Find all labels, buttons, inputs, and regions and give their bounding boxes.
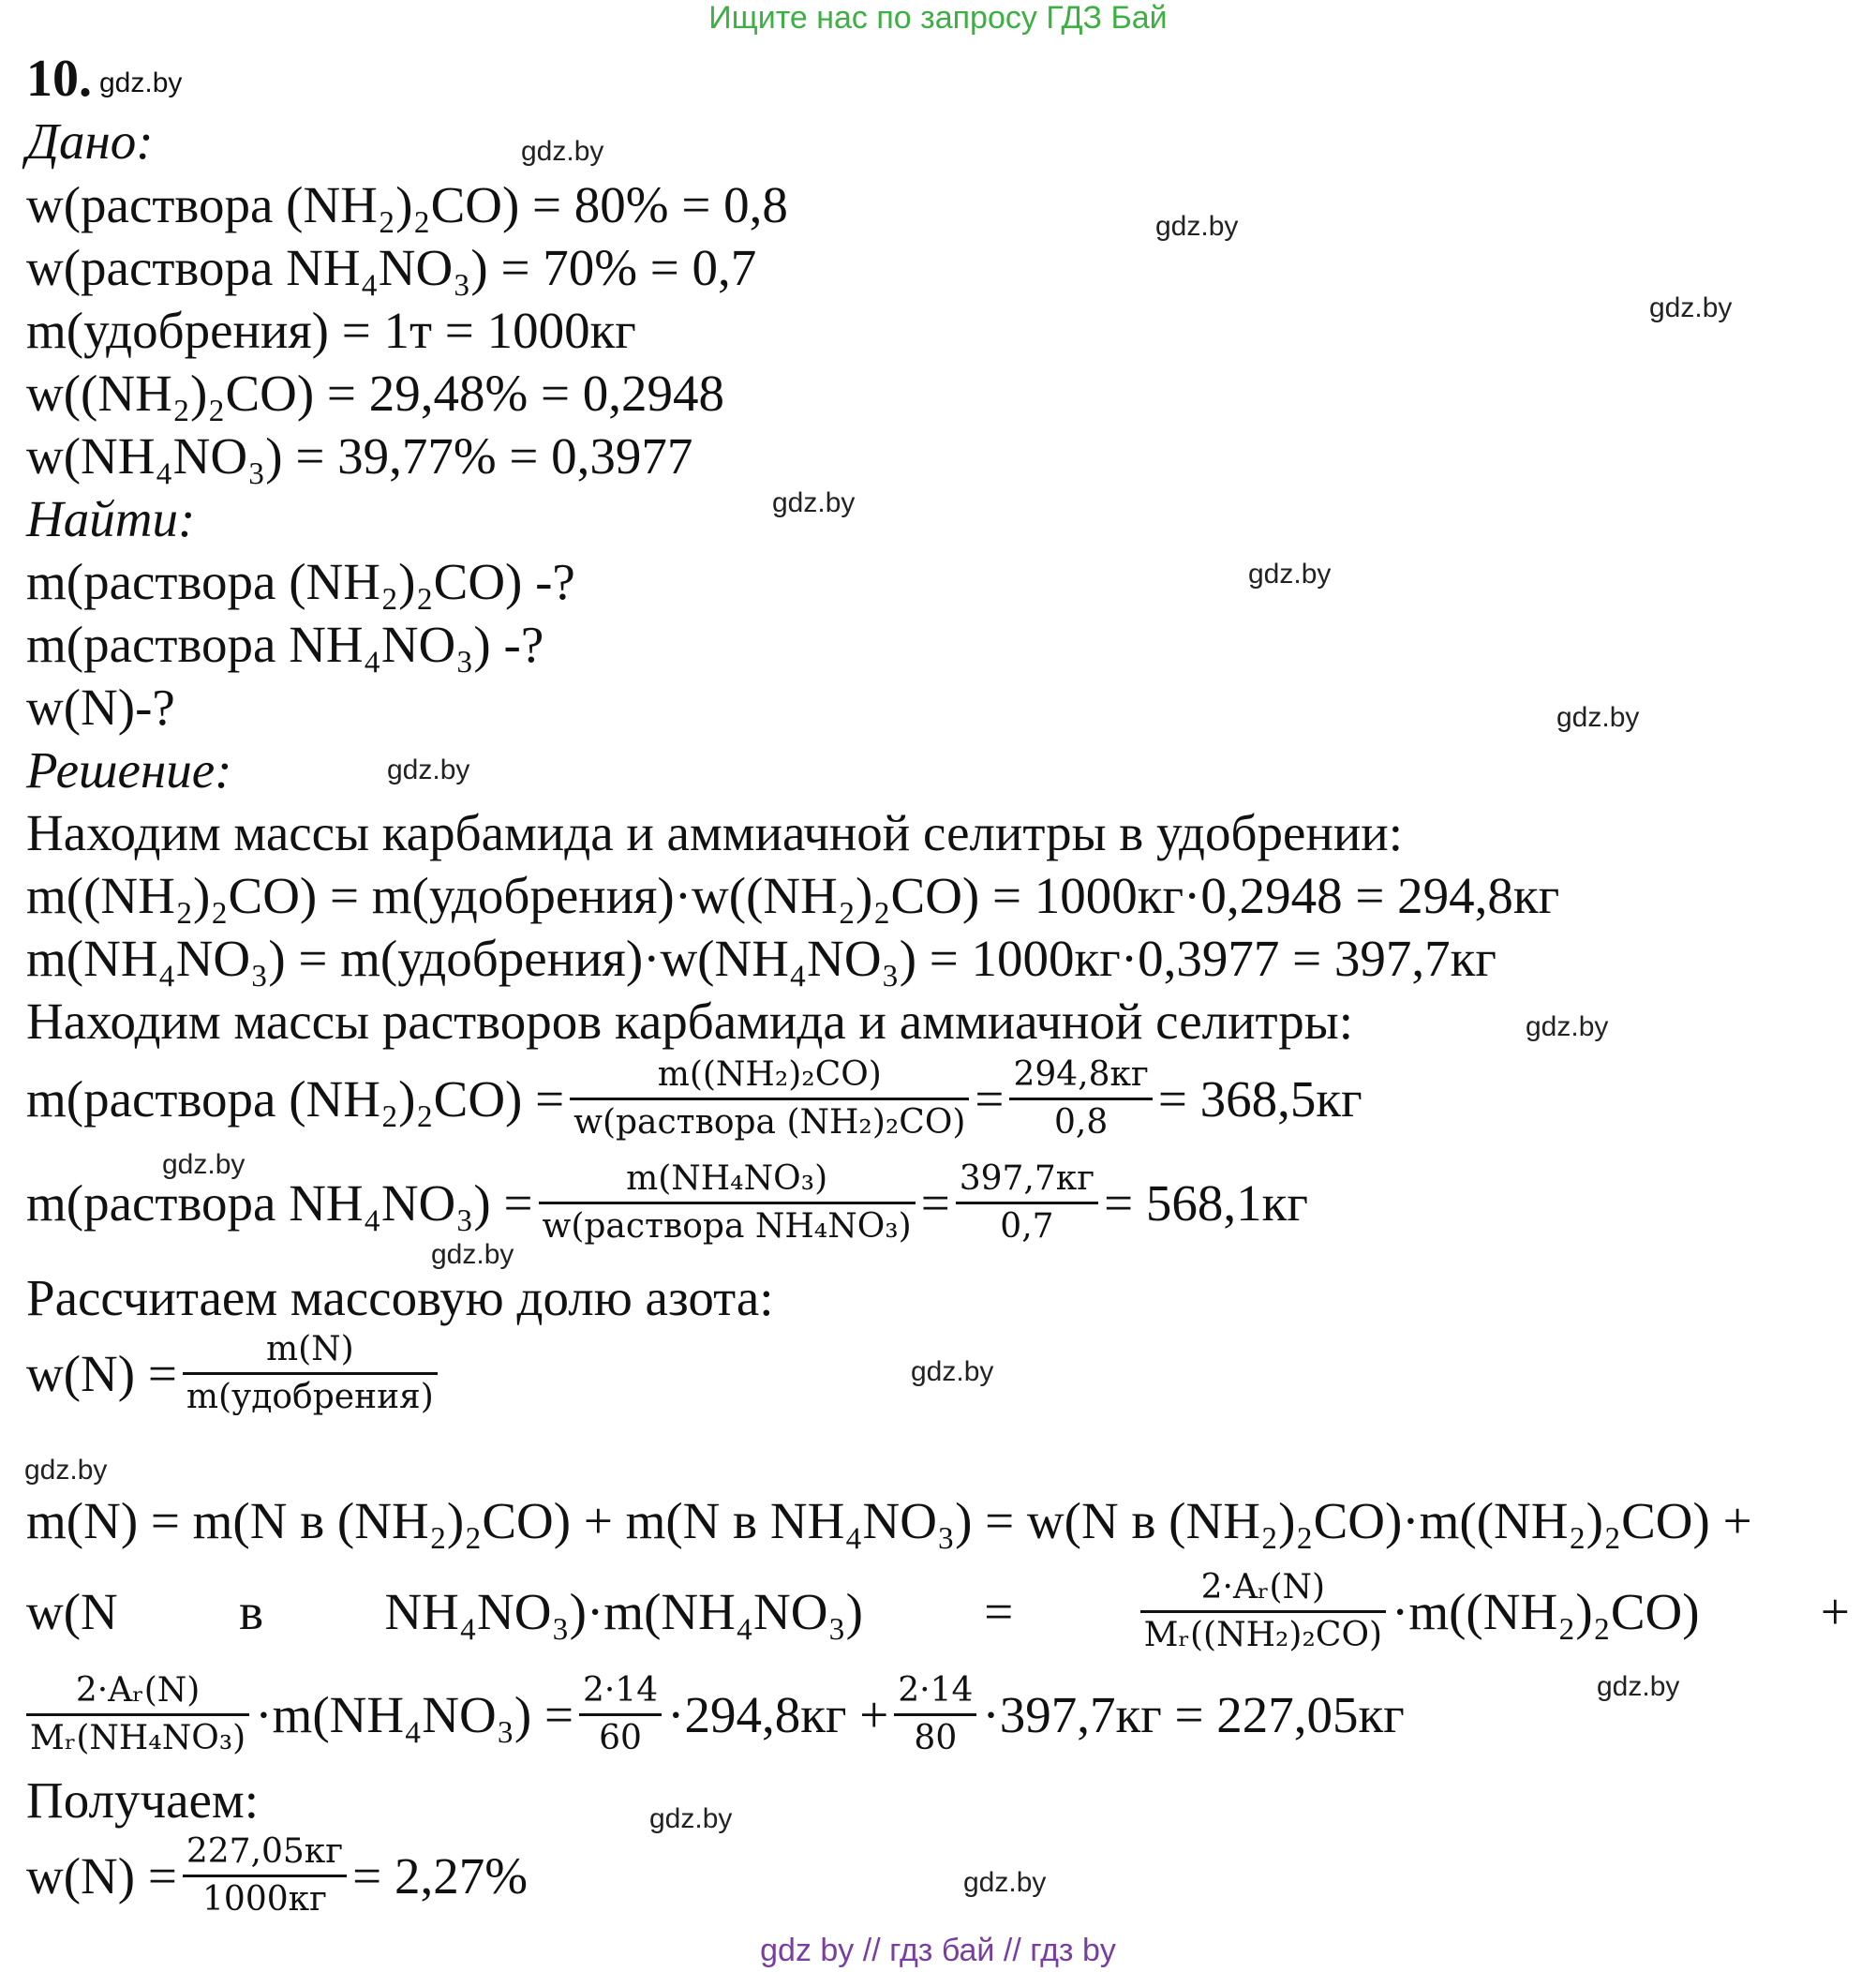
watermark: gdz.by [431,1239,514,1270]
solution-text: Получаем: [26,1771,260,1829]
eq-term: NH₄NO₃)·m(NH₄NO₃) [384,1582,863,1640]
eq-lhs: w(N) = [26,1846,177,1905]
given-line: w((NH₂)₂CO) = 29,48% = 0,2948 [26,365,725,422]
fraction-bar [539,1202,916,1204]
fraction-denominator: 0,7 [1000,1207,1054,1246]
equation-solution-mass-urea: m(раствора (NH₂)₂CO) = $\frac{\text{m((NH₂)₂CO)}}{\text{w(раствора (NH₂)₂CO)}}$ = $\frac{294,8кг}{0,8}$ = 368,5кг [26,1055,1362,1142]
watermark: gdz.by [1597,1671,1680,1702]
fraction-numerator: 227,05кг [186,1832,344,1871]
solution-text: m(N) = m(N в (NH₂)₂CO) + m(N в NH₄NO₃) = w(N в (NH₂)₂CO)·m((NH₂)₂CO) + [26,1492,1752,1549]
fraction-numerator: 2·14 [582,1671,659,1710]
fraction-denominator: 80 [914,1719,958,1757]
fraction [956,1158,1098,1247]
eq-lhs: m(раствора (NH₂)₂CO) = [26,1069,565,1128]
eq-term: в [239,1582,264,1640]
solution-text: Находим массы растворов карбамида и аммиачной селитры: [26,993,1353,1050]
solution-text: Рассчитаем массовую долю азота: [26,1269,774,1326]
fraction [183,1831,347,1920]
fraction-numerator: 294,8кг [1013,1055,1149,1094]
fraction-bar [956,1202,1098,1204]
fraction [539,1158,916,1247]
fraction-denominator: 1000кг [202,1880,327,1919]
watermark: gdz.by [772,487,856,518]
watermark: gdz.by [911,1356,994,1387]
given-line: w(NH₄NO₃) = 39,77% = 0,3977 [26,427,693,485]
watermark: gdz.by [521,136,604,167]
equation-nitrogen-mass-result [26,1670,1405,1759]
find-line: w(N)-? [26,679,175,736]
watermark: gdz.by [1248,559,1332,590]
fraction-numerator: 397,7кг [959,1159,1095,1198]
fraction [894,1670,976,1759]
fraction-bar [1009,1098,1152,1100]
fraction-denominator: m(удобрения) [186,1378,434,1416]
fraction-bar [26,1713,249,1716]
fraction [579,1670,662,1759]
solution-text: m((NH₂)₂CO) = m(удобрения)·w((NH₂)₂CO) = 1000кг·0,2948 = 294,8кг [26,867,1560,924]
fraction-denominator: Mᵣ((NH₂)₂CO) [1143,1616,1383,1654]
eq-result: = 2,27% [352,1846,529,1905]
fraction [1140,1567,1386,1656]
watermark: gdz.by [963,1867,1047,1898]
eq-term: = [984,1582,1014,1640]
footer-links: gdz by // гдз бай // гдз by [760,1933,1116,1968]
watermark: gdz.by [1526,1011,1609,1042]
watermark: gdz.by [649,1803,733,1834]
fraction-bar [570,1098,969,1100]
watermark: gdz.by [1649,292,1733,323]
banner: Ищите нас по запросу ГДЗ Бай [708,0,1168,36]
fraction-numerator: 2·Aᵣ(N) [1200,1568,1326,1606]
fraction-bar [183,1875,347,1877]
equation-nitrogen-fraction [26,1329,443,1418]
fraction [570,1054,969,1143]
fraction-bar [183,1372,438,1375]
fraction-denominator: Mᵣ(NH₄NO₃) [30,1719,246,1757]
eq-term: ·m((NH₂)₂CO) [1392,1582,1700,1640]
equation-final [26,1831,528,1920]
given-line: m(удобрения) = 1т = 1000кг [26,302,636,359]
eq-term: ·397,7кг = 227,05кг [982,1685,1405,1743]
fraction-bar [579,1713,662,1716]
fraction-denominator: 60 [599,1719,642,1757]
find-line: m(раствора (NH₂)₂CO) -? [26,553,575,610]
solution-text: m(NH₄NO₃) = m(удобрения)·w(NH₄NO₃) = 1000кг·0,3977 = 397,7кг [26,930,1496,987]
fraction-numerator: m((NH₂)₂CO) [657,1055,882,1094]
fraction-bar [1140,1610,1386,1613]
fraction-denominator: w(раствора (NH₂)₂CO) [573,1103,966,1142]
solution-text: Находим массы карбамида и аммиачной селитры в удобрении: [26,804,1403,861]
eq-term: + [1820,1582,1850,1640]
fraction [1009,1054,1152,1143]
fraction-bar [894,1713,976,1716]
fraction [26,1670,249,1759]
solution-label: Решение: [26,741,232,799]
fraction-denominator: 0,8 [1054,1103,1109,1142]
equation-solution-mass-nitrate: m(раствора NH₄NO₃) = $\frac{\text{m(NH₄NO₃)}}{\text{w(раствора NH₄NO₃)}}$ = $\frac{397,7кг}{0,7}$ = 568,1кг [26,1159,1308,1246]
eq-lhs: w(N) = [26,1344,177,1402]
eq-result: = 568,1кг [1104,1173,1308,1232]
eq-result: = 368,5кг [1157,1069,1362,1128]
eq-term: w(N [26,1582,118,1640]
watermark: gdz.by [162,1149,246,1180]
find-line: m(раствора NH₄NO₃) -? [26,616,544,673]
fraction-denominator: w(раствора NH₄NO₃) [542,1207,912,1246]
fraction-numerator: 2·14 [898,1671,974,1710]
fraction-numerator: 2·Aᵣ(N) [75,1671,201,1710]
fraction [183,1329,438,1418]
fraction-numerator: m(NH₄NO₃) [626,1159,828,1198]
task-number: 10. [26,50,92,108]
eq-term: ·m(NH₄NO₃) = [255,1685,573,1743]
watermark: gdz.by [1556,702,1640,733]
eq-term: ·294,8кг + [667,1685,889,1743]
given-label: Дано: [26,112,154,170]
watermark: gdz.by [387,754,470,785]
equation-nitrogen-mass-line [26,1567,1850,1656]
fraction-numerator: m(N) [265,1330,354,1368]
watermark: gdz.by [24,1455,108,1486]
eq-lhs: m(раствора NH₄NO₃) = [26,1173,533,1232]
watermark: gdz.by [99,67,183,98]
watermark: gdz.by [1155,211,1239,242]
given-line: w(раствора NH₄NO₃) = 70% = 0,7 [26,239,757,296]
find-label: Найти: [26,490,196,547]
given-line: w(раствора (NH₂)₂CO) = 80% = 0,8 [26,176,788,233]
